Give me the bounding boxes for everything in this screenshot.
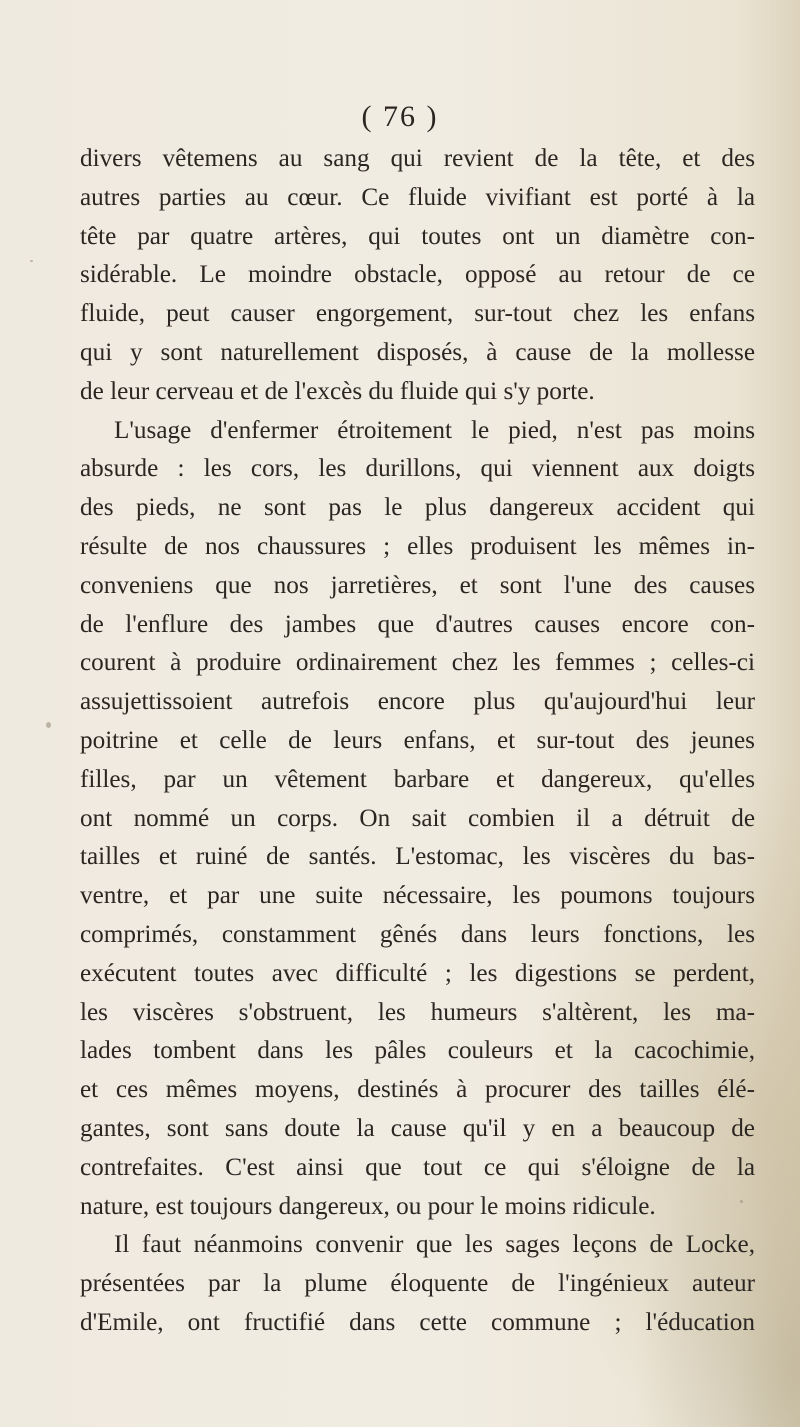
text-line: résulte de nos chaussures ; elles produisent les mêmes in-	[80, 532, 755, 560]
paragraph-1	[80, 140, 755, 412]
text-line: nature, est toujours dangereux, ou pour le moins ridicule.	[80, 1192, 656, 1220]
text-line: gantes, sont sans doute la cause qu'il y en a beaucoup de	[80, 1114, 755, 1142]
text-line: exécutent toutes avec difficulté ; les digestions se perdent,	[80, 959, 755, 987]
text-line: filles, par un vêtement barbare et dangereux, qu'elles	[80, 765, 755, 793]
text-line: lades tombent dans les pâles couleurs et la cacochimie,	[80, 1037, 755, 1065]
text-line: fluide, peut causer engorgement, sur-tout chez les enfans	[80, 300, 755, 328]
text-line: qui y sont naturellement disposés, à cause de la mollesse	[80, 338, 755, 366]
paper-fleck	[30, 260, 33, 262]
text-line: Il faut néanmoins convenir que les sages leçons de Locke,	[114, 1231, 755, 1259]
text-line: de l'enflure des jambes que d'autres causes encore con-	[80, 610, 755, 638]
text-line: et ces mêmes moyens, destinés à procurer des tailles élé-	[80, 1076, 755, 1104]
text-line: les viscères s'obstruent, les humeurs s'altèrent, les ma-	[80, 998, 755, 1026]
text-line: L'usage d'enfermer étroitement le pied, n'est pas moins	[114, 416, 755, 444]
text-line: tailles et ruiné de santés. L'estomac, les viscères du bas-	[80, 843, 755, 871]
text-line: présentées par la plume éloquente de l'ingénieux auteur	[80, 1270, 755, 1298]
paragraph-3	[80, 1226, 755, 1342]
text-line: contrefaites. C'est ainsi que tout ce qui s'éloigne de la	[80, 1153, 755, 1181]
text-line: sidérable. Le moindre obstacle, opposé au retour de ce	[80, 261, 755, 289]
text-line: absurde : les cors, les durillons, qui viennent aux doigts	[80, 455, 755, 483]
text-line: tête par quatre artères, qui toutes ont un diamètre con-	[80, 222, 755, 250]
text-line: poitrine et celle de leurs enfans, et sur-tout des jeunes	[80, 726, 755, 754]
text-line: conveniens que nos jarretières, et sont l'une des causes	[80, 571, 755, 599]
body-text	[80, 140, 755, 1343]
paper-fleck	[740, 1200, 743, 1203]
text-line: courent à produire ordinairement chez les femmes ; celles-ci	[80, 649, 755, 677]
text-line: assujettissoient autrefois encore plus qu'aujourd'hui leur	[80, 688, 755, 716]
text-line: de leur cerveau et de l'excès du fluide qui s'y porte.	[80, 377, 595, 405]
text-line: ventre, et par une suite nécessaire, les poumons toujours	[80, 882, 755, 910]
page-number: ( 76 )	[361, 100, 439, 133]
text-line: d'Emile, ont fructifié dans cette commune ; l'éducation	[80, 1308, 755, 1336]
text-line: autres parties au cœur. Ce fluide vivifiant est porté à la	[80, 183, 755, 211]
text-line: divers vêtemens au sang qui revient de la tête, et des	[80, 145, 755, 172]
text-line: des pieds, ne sont pas le plus dangereux accident qui	[80, 494, 755, 522]
text-line: comprimés, constamment gênés dans leurs fonctions, les	[80, 920, 755, 948]
paper-fleck	[46, 722, 51, 728]
text-line: ont nommé un corps. On sait combien il a détruit de	[80, 804, 755, 832]
paragraph-2	[80, 412, 755, 1227]
